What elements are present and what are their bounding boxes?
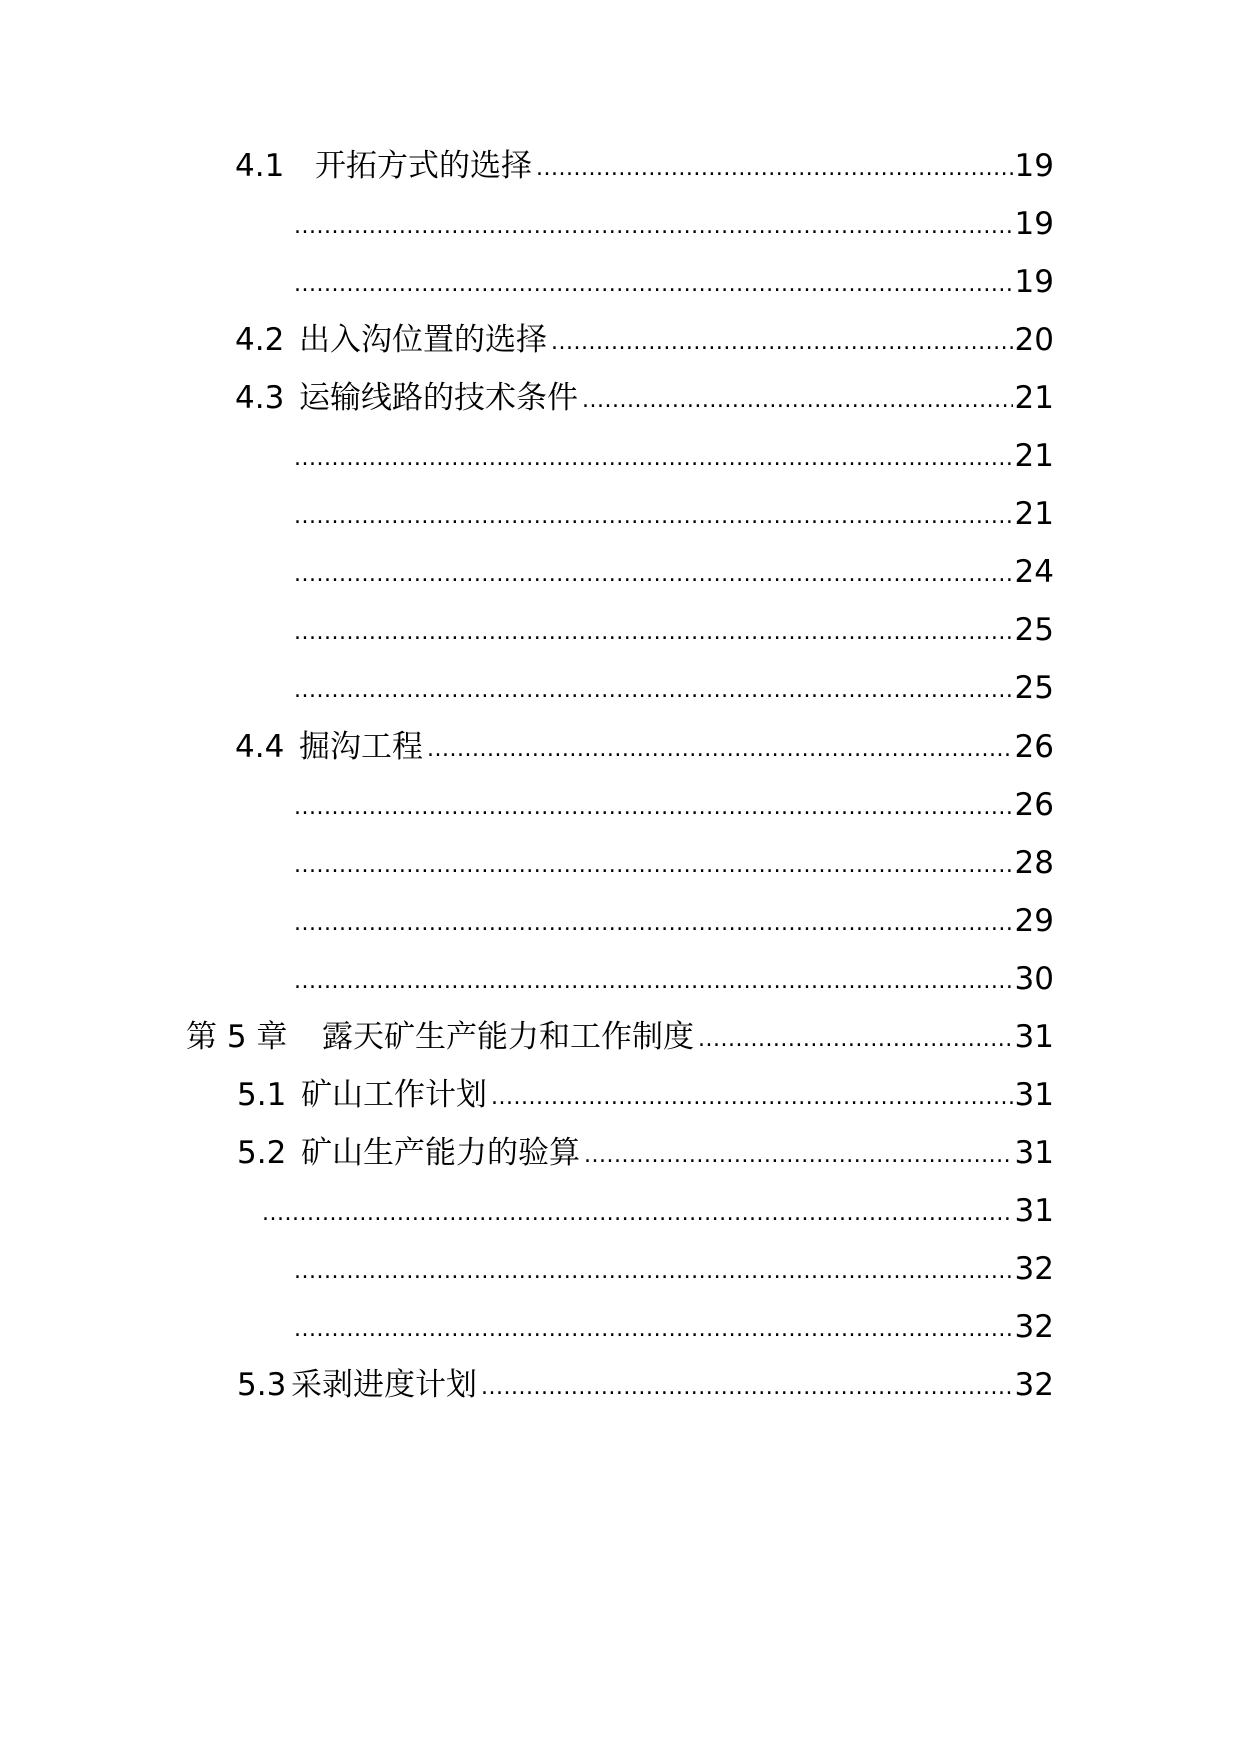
toc-leader-dots bbox=[294, 442, 1013, 476]
toc-leader-dots bbox=[584, 1139, 1013, 1173]
toc-page-number: 31 bbox=[1014, 1019, 1054, 1055]
toc-entry bbox=[237, 1133, 1054, 1173]
toc-section-number: 4.1 bbox=[235, 148, 285, 184]
toc-leader-dots bbox=[427, 733, 1013, 767]
toc-leader-dots bbox=[481, 1371, 1013, 1405]
toc-leader-dots bbox=[582, 384, 1013, 418]
toc-page-number: 20 bbox=[1014, 322, 1054, 358]
toc-page-number: 28 bbox=[1014, 845, 1054, 881]
toc-page-number: 21 bbox=[1014, 496, 1054, 532]
toc-page-number: 32 bbox=[1014, 1309, 1054, 1345]
toc-page-number: 31 bbox=[1014, 1193, 1054, 1229]
toc-title: 露天矿生产能力和工作制度 bbox=[322, 1019, 694, 1055]
toc-entry bbox=[235, 146, 1054, 186]
toc-entry bbox=[290, 262, 1054, 302]
toc-entry bbox=[290, 901, 1054, 941]
toc-section-number: 5.3 bbox=[237, 1367, 287, 1403]
toc-entry bbox=[290, 843, 1054, 883]
toc-entry bbox=[290, 785, 1054, 825]
toc-title: 开拓方式的选择 bbox=[315, 148, 532, 184]
toc-page-number: 26 bbox=[1014, 729, 1054, 765]
toc-page-number: 19 bbox=[1014, 206, 1054, 242]
toc-leader-dots bbox=[294, 210, 1013, 244]
toc-entry bbox=[290, 494, 1054, 534]
toc-section-number: 5.2 bbox=[237, 1135, 287, 1171]
toc-page-number: 32 bbox=[1014, 1251, 1054, 1287]
toc-leader-dots bbox=[262, 1197, 1013, 1231]
toc-leader-dots bbox=[294, 907, 1013, 941]
toc-leader-dots bbox=[491, 1081, 1013, 1115]
toc-title: 矿山工作计划 bbox=[301, 1077, 487, 1113]
toc-entry bbox=[290, 204, 1054, 244]
toc-page-number: 19 bbox=[1014, 148, 1054, 184]
toc-leader-dots bbox=[551, 326, 1013, 360]
toc-leader-dots bbox=[536, 152, 1013, 186]
toc-page-number: 31 bbox=[1014, 1135, 1054, 1171]
toc-entry bbox=[235, 727, 1054, 767]
toc-chapter-number: 第 5 章 bbox=[186, 1019, 288, 1055]
toc-leader-dots bbox=[294, 849, 1013, 883]
toc-page-number: 30 bbox=[1014, 961, 1054, 997]
toc-entry bbox=[290, 959, 1054, 999]
toc-page-number: 25 bbox=[1014, 670, 1054, 706]
toc-entry bbox=[290, 1249, 1054, 1289]
toc-leader-dots bbox=[294, 616, 1013, 650]
toc-leader-dots bbox=[294, 268, 1013, 302]
toc-title: 运输线路的技术条件 bbox=[299, 380, 578, 416]
toc-section-number: 4.2 bbox=[235, 322, 285, 358]
toc-leader-dots bbox=[294, 500, 1013, 534]
toc-page-number: 31 bbox=[1014, 1077, 1054, 1113]
toc-entry bbox=[237, 1075, 1054, 1115]
toc-entry bbox=[237, 1365, 1054, 1405]
toc-entry bbox=[290, 610, 1054, 650]
toc-title: 矿山生产能力的验算 bbox=[301, 1135, 580, 1171]
toc-page-number: 21 bbox=[1014, 438, 1054, 474]
toc-page-number: 29 bbox=[1014, 903, 1054, 939]
toc-page-number: 24 bbox=[1014, 554, 1054, 590]
toc-section-number: 4.4 bbox=[235, 729, 285, 765]
toc-title: 采剥进度计划 bbox=[291, 1367, 477, 1403]
toc-entry bbox=[258, 1191, 1054, 1231]
toc-entry bbox=[290, 1307, 1054, 1347]
toc-leader-dots bbox=[294, 965, 1013, 999]
toc-page-number: 19 bbox=[1014, 264, 1054, 300]
toc-section-number: 4.3 bbox=[235, 380, 285, 416]
toc-entry bbox=[290, 552, 1054, 592]
toc-leader-dots bbox=[294, 558, 1013, 592]
toc-entry bbox=[290, 436, 1054, 476]
toc-leader-dots bbox=[294, 1313, 1013, 1347]
toc-title: 掘沟工程 bbox=[299, 729, 423, 765]
toc-leader-dots bbox=[294, 674, 1013, 708]
toc-page-number: 26 bbox=[1014, 787, 1054, 823]
toc-page-number: 32 bbox=[1014, 1367, 1054, 1403]
toc-section-number: 5.1 bbox=[237, 1077, 287, 1113]
toc-leader-dots bbox=[698, 1023, 1013, 1057]
toc-page-number: 21 bbox=[1014, 380, 1054, 416]
toc-leader-dots bbox=[294, 1255, 1013, 1289]
toc-title: 出入沟位置的选择 bbox=[299, 322, 547, 358]
toc-entry bbox=[290, 668, 1054, 708]
toc-entry bbox=[235, 378, 1054, 418]
toc-page-number: 25 bbox=[1014, 612, 1054, 648]
toc-entry bbox=[235, 320, 1054, 360]
toc-leader-dots bbox=[294, 791, 1013, 825]
toc-entry bbox=[186, 1017, 1054, 1057]
